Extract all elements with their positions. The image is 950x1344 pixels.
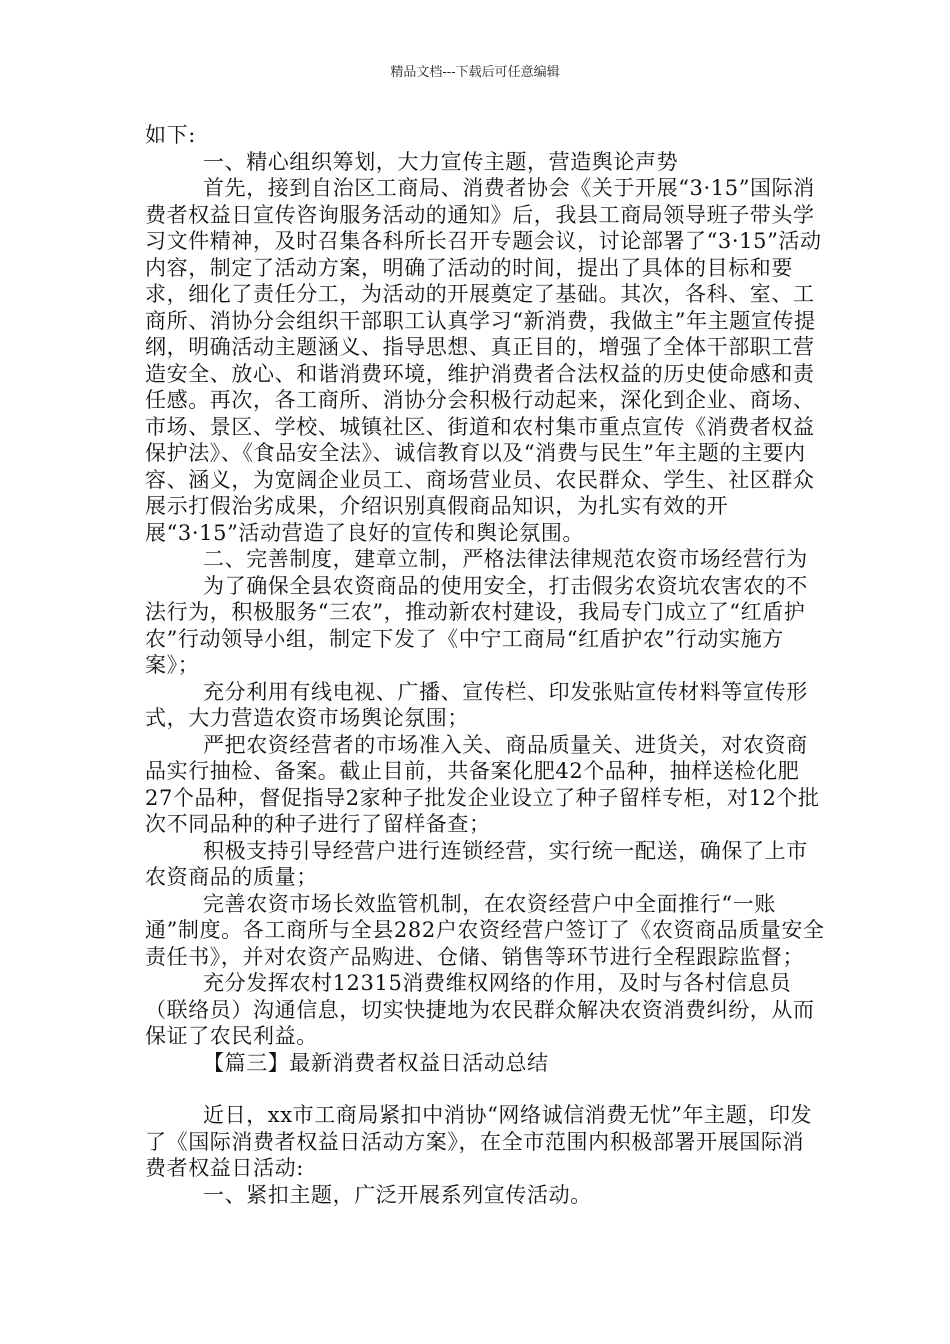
paragraph: 严把农资经营者的市场准入关、商品质量关、进货关，对农资商品实行抽检、备案。截止目前，共备案化肥42个品种，抽样送检化肥27个品种，督促指导2家种子批发企业设立了种子留样专柜，对12个批次不同品种的种子进行了留样备查； [145, 732, 820, 836]
article-title: 【篇三】最新消费者权益日活动总结 [203, 1050, 549, 1075]
paragraph: 近日，xx市工商局紧扣中消协“网络诚信消费无忧”年主题，印发了《国际消费者权益日活动方案》，在全市范围内积极部署开展国际消费者权益日活动: [145, 1103, 813, 1180]
paragraph: 为了确保全县农资商品的使用安全，打击假劣农资坑农害农的不法行为，积极服务“三农”，推动新农村建设，我局专门成立了“红盾护农”行动领导小组，制定下发了《中宁工商局“红盾护农”行动实施方案》； [145, 573, 808, 677]
document-body [145, 122, 825, 1208]
blank-line [145, 1076, 825, 1102]
paragraph: 完善农资市场长效监管机制，在农资经营户中全面推行“一账通”制度。各工商所与全县282户农资经营户签订了《农资商品质量安全责任书》，并对农资产品购进、仓储、销售等环节进行全程跟踪监督； [145, 891, 825, 969]
paragraph: 积极支持引导经营户进行连锁经营，实行统一配送，确保了上市农资商品的质量； [145, 838, 808, 889]
page-header: 精品文档---下载后可任意编辑 [390, 65, 560, 80]
paragraph: 充分利用有线电视、广播、宣传栏、印发张贴宣传材料等宣传形式，大力营造农资市场舆论氛围； [145, 679, 808, 730]
section-heading-2: 二、完善制度，建章立制，严格法律法律规范农资市场经营行为 [203, 547, 808, 571]
paragraph: 首先，接到自治区工商局、消费者协会《关于开展“3·15”国际消费者权益日宣传咨询服务活动的通知》后，我县工商局领导班子带头学习文件精神，及时召集各科所长召开专题会议，讨论部署了“3·15”活动内容，制定了活动方案，明确了活动的时间，提出了具体的目标和要求，细化了责任分工，为活动的开展奠定了基础。其次，各科、室、工商所、消协分会组织干部职工认真学习“新消费，我做主”年主题宣传提纲，明确活动主题涵义、指导思想、真正目的，增强了全体干部职工营造安全、放心、和谐消费环境，维护消费者合法权益的历史使命感和责任感。再次，各工商所、消协分会积极行动起来，深化到企业、商场、市场、景区、学校、城镇社区、街道和农村集市重点宣传《消费者权益保护法》、《食品安全法》、诚信教育以及“消费与民生”年主题的主要内容、涵义，为宽阔企业员工、商场营业员、农民群众、学生、社区群众展示打假治劣成果，介绍识别真假商品知识，为扎实有效的开展“3·15”活动营造了良好的宣传和舆论氛围。 [145, 176, 822, 545]
paragraph-intro: 如下: [145, 123, 196, 147]
section-heading-1: 一、精心组织筹划，大力宣传主题，营造舆论声势 [203, 149, 679, 174]
paragraph: 充分发挥农村12315消费维权网络的作用，及时与各村信息员（联络员）沟通信息，切实快捷地为农民群众解决农资消费纠纷，从而保证了农民利益。 [145, 971, 815, 1048]
section-heading-3: 一、紧扣主题，广泛开展系列宣传活动。 [203, 1182, 592, 1207]
